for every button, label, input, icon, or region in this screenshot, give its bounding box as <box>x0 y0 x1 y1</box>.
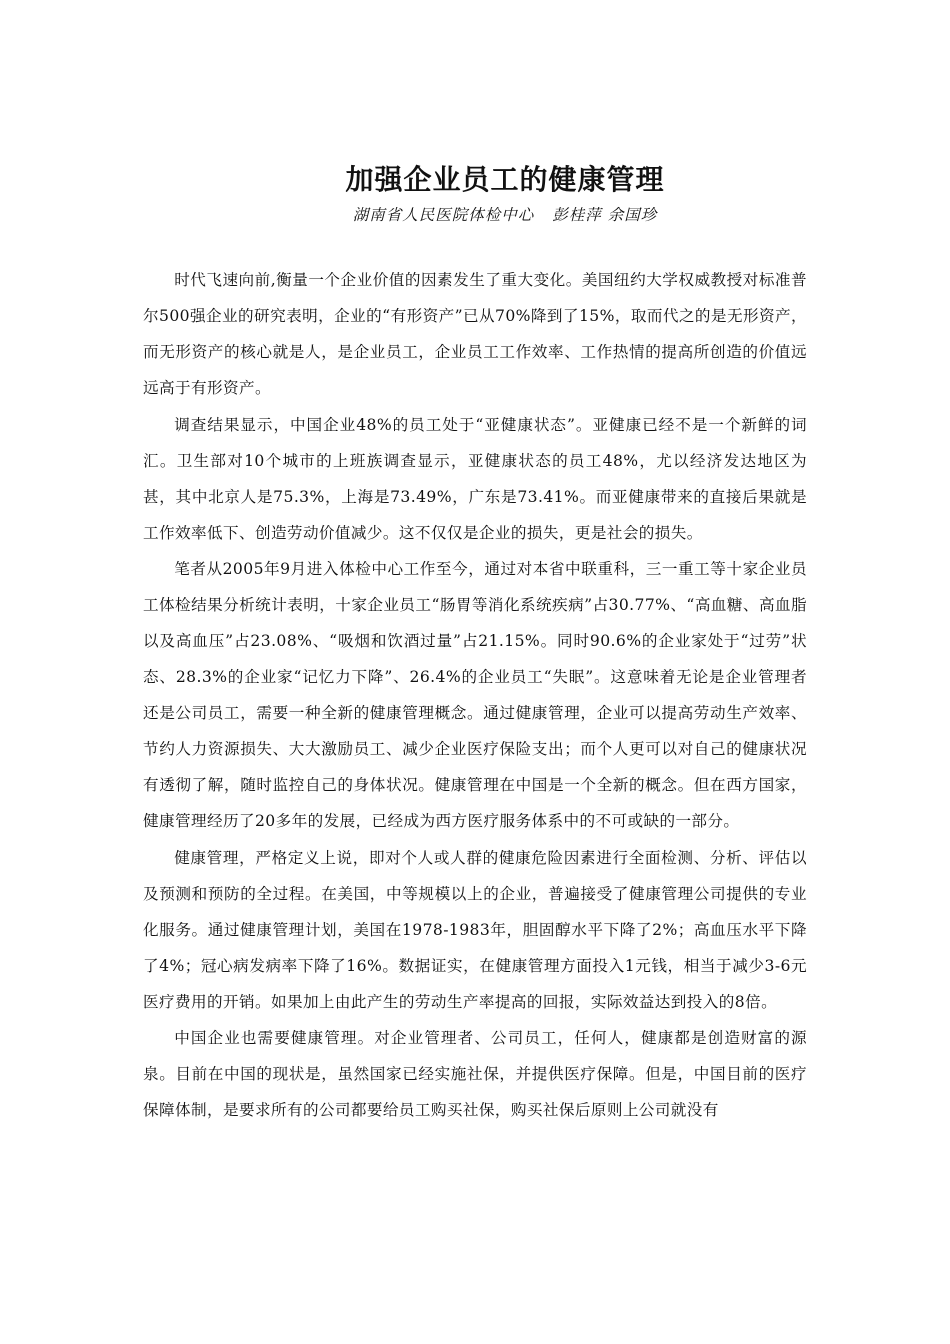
paragraph: 笔者从2005年9月进入体检中心工作至今，通过对本省中联重科，三一重工等十家企业员工体检结果分析统计表明，十家企业员工“肠胃等消化系统疾病”占30.77%、“高血糖、高血脂以及高血压”占23.08%、“吸烟和饮酒过量”占21.15%。同时90.6%的企业家处于“过劳”状态、28.3%的企业家“记忆力下降”、26.4%的企业员工“失眠”。这意味着无论是企业管理者还是公司员工，需要一种全新的健康管理概念。通过健康管理，企业可以提高劳动生产效率、节约人力资源损失、大大激励员工、减少企业医疗保险支出；而个人更可以对自己的健康状况有透彻了解，随时监控自己的身体状况。健康管理在中国是一个全新的概念。但在西方国家，健康管理经历了20多年的发展，已经成为西方医疗服务体系中的不可或缺的一部分。 <box>143 560 807 831</box>
author-names: 彭桂萍 余国珍 <box>552 206 658 224</box>
author-affiliation: 湖南省人民医院体检中心 <box>352 206 535 224</box>
paragraph: 调查结果显示，中国企业48%的员工处于“亚健康状态”。亚健康已经不是一个新鲜的词汇。卫生部对10个城市的上班族调查显示，亚健康状态的员工48%，尤以经济发达地区为甚，其中北京人是75.3%，上海是73.49%，广东是73.41%。而亚健康带来的直接后果就是工作效率低下、创造劳动价值减少。这不仅仅是企业的损失，更是社会的损失。 <box>143 415 807 542</box>
document-title: 加强企业员工的健康管理 <box>345 163 665 196</box>
paragraph: 健康管理，严格定义上说，即对个人或人群的健康危险因素进行全面检测、分析、评估以及预测和预防的全过程。在美国，中等规模以上的企业，普遍接受了健康管理公司提供的专业化服务。通过健康管理计划，美国在1978-1983年，胆固醇水平下降了2%；高血压水平下降了4%；冠心病发病率下降了16%。数据证实，在健康管理方面投入1元钱，相当于减少3-6元医疗费用的开销。如果加上由此产生的劳动生产率提高的回报，实际效益达到投入的8倍。 <box>143 848 807 1011</box>
byline <box>0 203 950 227</box>
paragraph: 中国企业也需要健康管理。对企业管理者、公司员工，任何人，健康都是创造财富的源泉。目前在中国的现状是，虽然国家已经实施社保，并提供医疗保障。但是，中国目前的医疗保障体制，是要求所有的公司都要给员工购买社保，购买社保后原则上公司就没有 <box>143 1029 807 1120</box>
paragraph: 时代飞速向前,衡量一个企业价值的因素发生了重大变化。美国纽约大学权威教授对标准普尔500强企业的研究表明，企业的“有形资产”已从70%降到了15%，取而代之的是无形资产，而无形资产的核心就是人，是企业员工，企业员工工作效率、工作热情的提高所创造的价值远远高于有形资产。 <box>143 271 807 397</box>
document-body <box>143 262 807 1129</box>
